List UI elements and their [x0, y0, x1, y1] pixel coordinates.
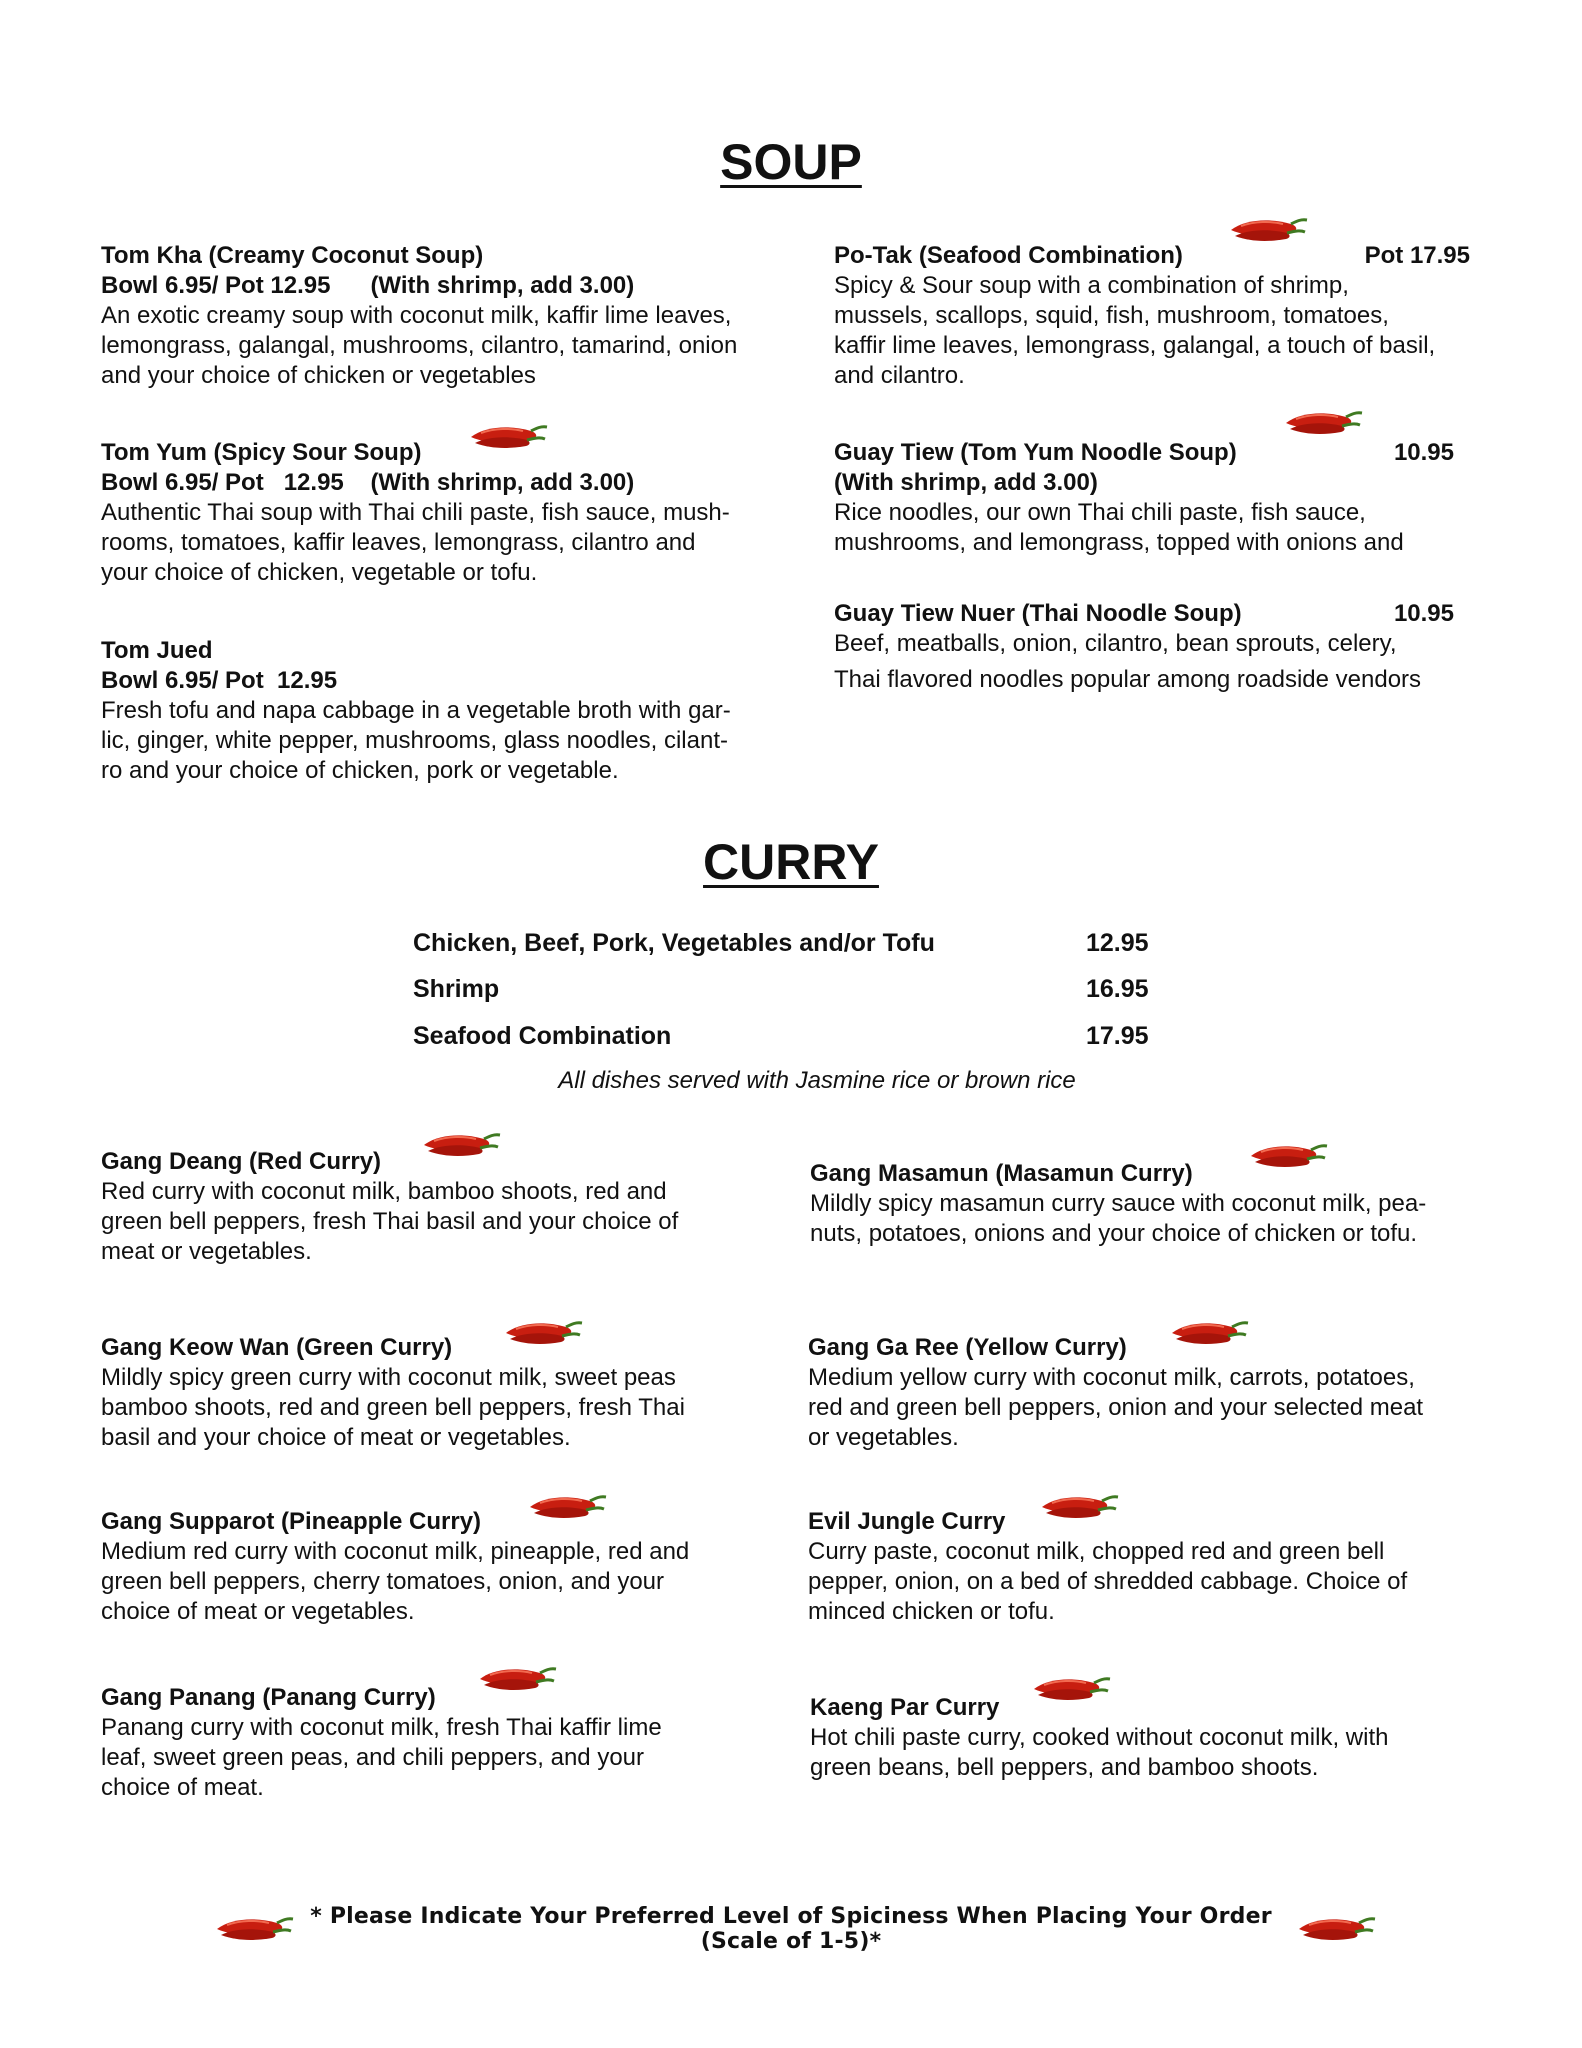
item-name: Evil Jungle Curry: [808, 1508, 1006, 1535]
item-desc-line: basil and your choice of meat or vegetables.: [101, 1424, 571, 1451]
item-name: Po-Tak (Seafood Combination): [834, 242, 1183, 269]
curry-heading: CURRY: [703, 834, 879, 890]
item-name: Tom Kha (Creamy Coconut Soup): [101, 242, 484, 269]
item-desc-line: minced chicken or tofu.: [808, 1598, 1055, 1625]
menu-item-tom-yum: [101, 438, 801, 588]
menu-item-guay-tiew: [834, 438, 1494, 558]
item-desc-line: red and green bell peppers, onion and your selected meat: [808, 1394, 1424, 1421]
item-desc-line: green beans, bell peppers, and bamboo shoots.: [810, 1754, 1319, 1781]
price-value: 16.95: [1086, 975, 1149, 1003]
price-value: 17.95: [1086, 1022, 1149, 1050]
item-desc-line: your choice of chicken, vegetable or tofu.: [101, 559, 538, 586]
chili-icon: [476, 1658, 558, 1696]
item-desc-line: mushrooms, and lemongrass, topped with onions and: [834, 529, 1404, 556]
menu-item-gang-deang: [101, 1147, 781, 1267]
curry-price-row: [413, 929, 1153, 958]
item-desc-line: Medium yellow curry with coconut milk, carrots, potatoes,: [808, 1364, 1415, 1391]
item-price-line: Bowl 6.95/ Pot 12.95 (With shrimp, add 3.00): [101, 272, 635, 299]
menu-item-gang-supparot: [101, 1507, 781, 1627]
item-price-line: Bowl 6.95/ Pot 12.95: [101, 667, 338, 694]
item-name: Gang Supparot (Pineapple Curry): [101, 1508, 482, 1535]
item-desc-line: leaf, sweet green peas, and chili peppers, and your: [101, 1744, 645, 1771]
item-price: 10.95: [1393, 600, 1454, 627]
item-desc-line: and your choice of chicken or vegetables: [101, 362, 536, 389]
chili-icon: [526, 1486, 608, 1524]
item-name: Gang Panang (Panang Curry): [101, 1684, 436, 1711]
chili-icon: [1038, 1486, 1120, 1524]
item-name: Gang Masamun (Masamun Curry): [810, 1160, 1193, 1187]
rice-note: All dishes served with Jasmine rice or brown rice: [558, 1067, 1076, 1094]
price-label: Shrimp: [413, 975, 500, 1003]
item-desc-line: bamboo shoots, red and green bell peppers, fresh Thai: [101, 1394, 685, 1421]
item-desc-line: Beef, meatballs, onion, cilantro, bean sprouts, celery,: [834, 630, 1397, 657]
item-desc-line: Mildly spicy masamun curry sauce with coconut milk, pea-: [810, 1190, 1427, 1217]
soup-heading: SOUP: [720, 134, 862, 190]
item-desc-line: Medium red curry with coconut milk, pineapple, red and: [101, 1538, 690, 1565]
item-title-row: [834, 438, 1454, 468]
chili-icon: [1247, 1135, 1329, 1173]
item-desc-line: mussels, scallops, squid, fish, mushroom, tomatoes,: [834, 302, 1389, 329]
menu-item-gang-keow-wan: [101, 1333, 781, 1453]
menu-item-po-tak: [834, 241, 1494, 391]
item-desc-line: rooms, tomatoes, kaffir leaves, lemongrass, cilantro and: [101, 529, 696, 556]
item-desc-line: choice of meat.: [101, 1774, 264, 1801]
item-price: Pot 17.95: [1364, 242, 1470, 269]
item-desc-line: Mildly spicy green curry with coconut milk, sweet peas: [101, 1364, 676, 1391]
item-name: Tom Yum (Spicy Sour Soup): [101, 439, 422, 466]
item-desc-line: choice of meat or vegetables.: [101, 1598, 415, 1625]
item-desc-line: ro and your choice of chicken, pork or vegetable.: [101, 757, 619, 784]
item-desc-line: pepper, onion, on a bed of shredded cabbage. Choice of: [808, 1568, 1408, 1595]
item-desc-line: Rice noodles, our own Thai chili paste, fish sauce,: [834, 499, 1366, 526]
item-desc-line: nuts, potatoes, onions and your choice of chicken or tofu.: [810, 1220, 1418, 1247]
item-name: Tom Jued: [101, 637, 213, 664]
item-desc-line: Spicy & Sour soup with a combination of shrimp,: [834, 272, 1349, 299]
item-name: Gang Keow Wan (Green Curry): [101, 1334, 453, 1361]
item-price-line: (With shrimp, add 3.00): [834, 469, 1098, 496]
item-desc-line: Red curry with coconut milk, bamboo shoots, red and: [101, 1178, 667, 1205]
item-name: Gang Ga Ree (Yellow Curry): [808, 1334, 1127, 1361]
curry-price-row: [413, 975, 1153, 1004]
chili-icon: [502, 1312, 584, 1350]
curry-price-row: [413, 1022, 1153, 1051]
chili-icon: [1295, 1908, 1377, 1946]
menu-item-gang-masamun: [810, 1159, 1510, 1249]
item-desc-line: green bell peppers, cherry tomatoes, onion, and your: [101, 1568, 665, 1595]
chili-icon: [1168, 1312, 1250, 1350]
item-desc-line: Authentic Thai soup with Thai chili paste, fish sauce, mush-: [101, 499, 730, 526]
menu-item-evil-jungle: [808, 1507, 1508, 1627]
item-desc-line: Thai flavored noodles popular among roadside vendors: [834, 666, 1422, 693]
item-name: Kaeng Par Curry: [810, 1694, 1000, 1721]
chili-icon: [1030, 1668, 1112, 1706]
item-desc-line: An exotic creamy soup with coconut milk, kaffir lime leaves,: [101, 302, 732, 329]
price-value: 12.95: [1086, 929, 1149, 957]
chili-icon: [213, 1908, 295, 1946]
menu-item-kaeng-par: [810, 1693, 1510, 1783]
item-price-line: Bowl 6.95/ Pot 12.95 (With shrimp, add 3.00): [101, 469, 635, 496]
item-desc-line: Curry paste, coconut milk, chopped red and green bell: [808, 1538, 1385, 1565]
item-title-row: [834, 241, 1470, 271]
item-desc-line: lemongrass, galangal, mushrooms, cilantro, tamarind, onion: [101, 332, 738, 359]
spiciness-note: * Please Indicate Your Preferred Level of Spiciness When Placing Your Order (Scale of 1-5)*: [310, 1904, 1272, 1954]
menu-item-gang-ga-ree: [808, 1333, 1508, 1453]
price-label: Chicken, Beef, Pork, Vegetables and/or Tofu: [413, 929, 935, 957]
menu-item-tom-kha: [101, 241, 801, 391]
price-label: Seafood Combination: [413, 1022, 672, 1050]
menu-item-gang-panang: [101, 1683, 781, 1803]
item-desc-line: Panang curry with coconut milk, fresh Thai kaffir lime: [101, 1714, 662, 1741]
item-name: Gang Deang (Red Curry): [101, 1148, 382, 1175]
item-price: 10.95: [1393, 439, 1454, 466]
item-title-row: [834, 599, 1454, 629]
item-desc-line: Hot chili paste curry, cooked without coconut milk, with: [810, 1724, 1389, 1751]
item-name: Guay Tiew Nuer (Thai Noodle Soup): [834, 600, 1242, 627]
item-desc-line: and cilantro.: [834, 362, 965, 389]
item-desc-line: Fresh tofu and napa cabbage in a vegetable broth with gar-: [101, 697, 731, 724]
item-desc-line: or vegetables.: [808, 1424, 959, 1451]
item-desc-line: lic, ginger, white pepper, mushrooms, glass noodles, cilant-: [101, 727, 728, 754]
item-name: Guay Tiew (Tom Yum Noodle Soup): [834, 439, 1237, 466]
item-desc-line: meat or vegetables.: [101, 1238, 312, 1265]
menu-item-tom-jued: [101, 636, 801, 786]
chili-icon: [467, 416, 549, 454]
chili-icon: [420, 1124, 502, 1162]
item-desc-line: green bell peppers, fresh Thai basil and your choice of: [101, 1208, 679, 1235]
chili-icon: [1227, 209, 1309, 247]
item-desc-line: kaffir lime leaves, lemongrass, galangal, a touch of basil,: [834, 332, 1436, 359]
menu-item-guay-tiew-nuer: [834, 599, 1494, 695]
chili-icon: [1282, 402, 1364, 440]
